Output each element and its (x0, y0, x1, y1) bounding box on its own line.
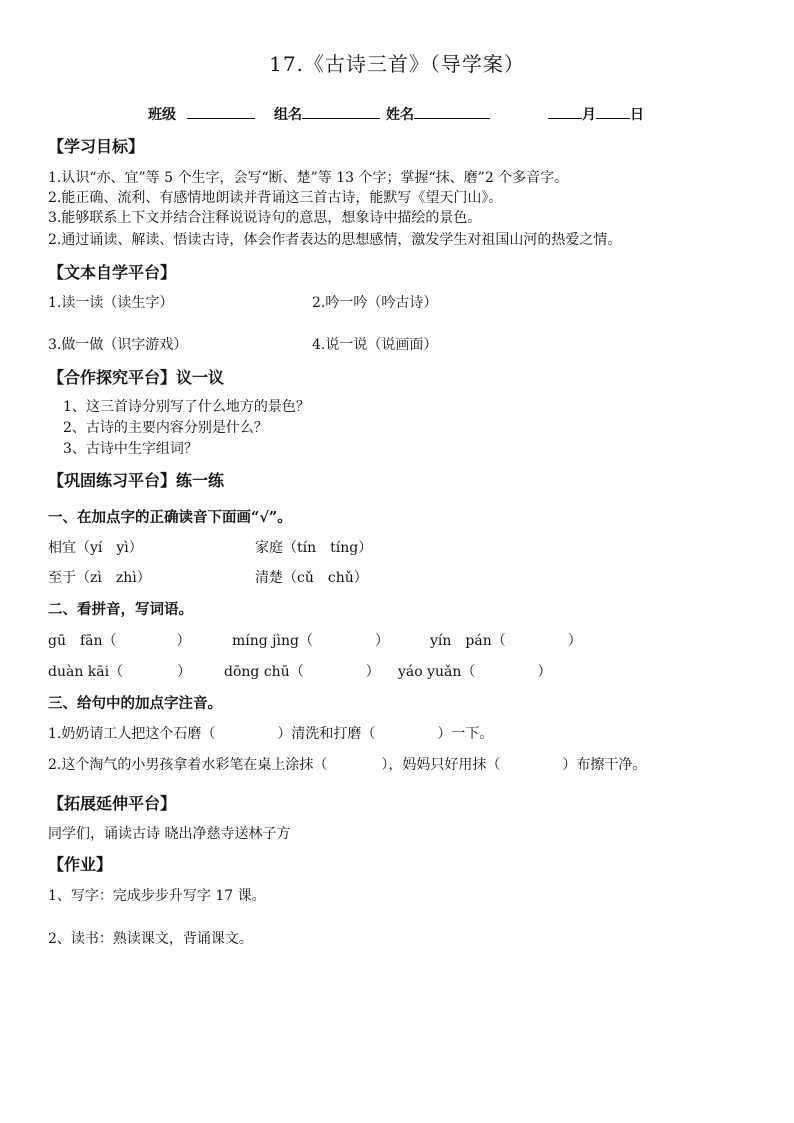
close-paren: ） (537, 664, 552, 680)
practice-heading-text: 【巩固练习平台】 (48, 471, 177, 490)
self-study-item: 2.吟一吟（吟古诗） (312, 295, 438, 311)
group-label: 组名 (274, 107, 302, 123)
pinyin: duàn kāi（ (48, 664, 124, 680)
day-label: 日 (630, 107, 644, 123)
q2-item[interactable] (398, 661, 551, 681)
q3-s2-part: 2.这个淘气的小男孩拿着水彩笔在桌上涂抹（ (48, 757, 328, 773)
cooperate-heading (48, 365, 224, 388)
q1-item: 至于（zì zhì） (48, 570, 151, 586)
pinyin: yáo yuǎn（ (398, 664, 476, 680)
close-paren: ） (365, 664, 380, 680)
close-paren: ） (374, 633, 389, 649)
homework-heading: 【作业】 (48, 855, 113, 874)
q2-item[interactable] (48, 630, 191, 650)
q2-item[interactable] (430, 630, 582, 650)
cooperate-item: 1、这三首诗分别写了什么地方的景色？ (63, 399, 310, 415)
q2-title: 二、看拼音，写词语。 (48, 601, 193, 618)
self-study-item: 3.做一做（识字游戏） (48, 337, 188, 353)
q1-item: 清楚（cǔ chǔ） (255, 570, 368, 586)
name-blank[interactable] (414, 104, 490, 119)
q3-sentence-1 (48, 723, 493, 743)
self-study-heading: 【文本自学平台】 (48, 263, 177, 282)
q2-item[interactable] (232, 630, 389, 650)
q3-s2-part: ）布擦干净。 (562, 757, 647, 773)
page-title: 17.《古诗三首》（导学案） (269, 52, 525, 76)
q1-item: 家庭（tín tíng） (255, 540, 373, 556)
cooperate-heading-text: 【合作探究平台】 (48, 368, 177, 387)
homework-item: 2、读书：熟读课文，背诵课文。 (48, 931, 253, 947)
close-paren: ） (567, 633, 582, 649)
class-blank[interactable] (187, 104, 255, 119)
month-label: 月 (582, 107, 596, 123)
date-field (548, 104, 644, 124)
q3-s1-part: ）清洗和打磨（ (277, 726, 376, 742)
practice-heading-suffix: 练一练 (176, 471, 225, 490)
practice-heading (48, 468, 224, 491)
extend-heading: 【拓展延伸平台】 (48, 794, 177, 813)
group-field (274, 104, 380, 124)
class-label: 班级 (148, 107, 176, 123)
q3-s1-part: ）一下。 (437, 726, 494, 742)
goal-item: 2.能正确、流利、有感情地朗读并背诵这三首古诗，能默写《望天门山》。 (48, 190, 503, 206)
pinyin: míng jìng（ (232, 633, 313, 649)
q1-title: 一、在加点字的正确读音下面画“√”。 (48, 509, 292, 526)
q2-item[interactable] (224, 661, 380, 681)
q3-s1-part: 1.奶奶请工人把这个石磨（ (48, 726, 216, 742)
month-blank[interactable] (548, 104, 582, 119)
name-label: 姓名 (386, 107, 414, 123)
q3-s2-part: ），妈妈只好用抹（ (381, 757, 501, 773)
name-field (386, 104, 490, 124)
q3-title: 三、给句中的加点字注音。 (48, 695, 222, 712)
day-blank[interactable] (596, 104, 630, 119)
class-field (148, 104, 255, 124)
q3-sentence-2 (48, 754, 646, 774)
cooperate-item: 2、古诗的主要内容分别是什么？ (63, 420, 268, 436)
pinyin: dōng chū（ (224, 664, 304, 680)
goal-item: 1.认识“亦、宜”等 5 个生字，会写“断、楚”等 13 个字；掌握“抹、磨”2 个多音字。 (48, 170, 569, 186)
group-blank[interactable] (302, 104, 380, 119)
goal-item: 3.能够联系上下文并结合注释说说诗句的意思，想象诗中描绘的景色。 (48, 210, 482, 226)
q1-item: 相宜（yí yì） (48, 540, 143, 556)
pinyin: yín pán（ (430, 633, 506, 649)
pinyin: gū fān（ (48, 633, 117, 649)
extend-text: 同学们，诵读古诗 晓出净慈寺送林子方 (48, 826, 291, 842)
self-study-item: 4.说一说（说画面） (312, 337, 438, 353)
cooperate-item: 3、古诗中生字组词？ (63, 441, 198, 457)
cooperate-heading-suffix: 议一议 (176, 368, 225, 387)
close-paren: ） (176, 633, 191, 649)
goals-heading: 【学习目标】 (48, 137, 145, 156)
goal-item: 2.通过诵读、解读、悟读古诗，体会作者表达的思想感情，激发学生对祖国山河的热爱之情。 (48, 232, 622, 248)
self-study-item: 1.读一读（读生字） (48, 295, 174, 311)
q2-item[interactable] (48, 661, 191, 681)
close-paren: ） (177, 664, 192, 680)
homework-item: 1、写字：完成步步升写字 17 课。 (48, 888, 266, 904)
